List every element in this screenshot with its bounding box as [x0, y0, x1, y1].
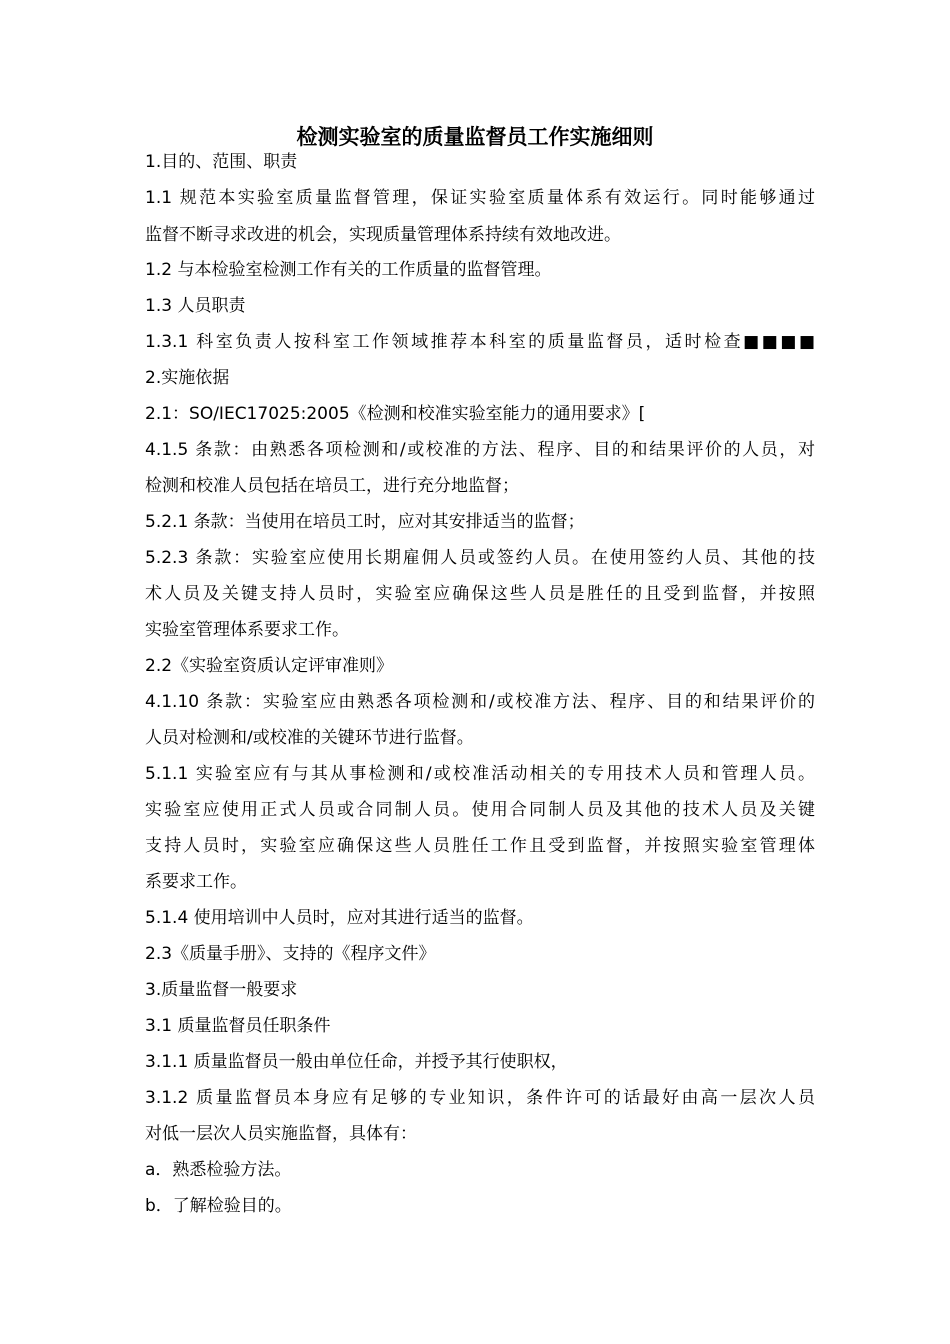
body-line: 5.1.1 实验室应有与其从事检测和/或校准活动相关的专用技术人员和管理人员。	[145, 764, 815, 784]
body-line: 3.1.1 质量监督员一般由单位任命，并授予其行使职权，	[145, 1052, 568, 1072]
body-line: 支持人员时，实验室应确保这些人员胜任工作且受到监督，并按照实验室管理体	[145, 836, 815, 856]
body-line: 1.2 与本检验室检测工作有关的工作质量的监督管理。	[145, 260, 552, 280]
body-line: 3.质量监督一般要求	[145, 980, 298, 1000]
body-line: 5.2.3 条款：实验室应使用长期雇佣人员或签约人员。在使用签约人员、其他的技	[145, 548, 815, 568]
body-line: 监督不断寻求改进的机会，实现质量管理体系持续有效地改进。	[145, 225, 621, 245]
body-line: 5.1.4 使用培训中人员时，应对其进行适当的监督。	[145, 908, 534, 928]
body-line: 对低一层次人员实施监督，具体有：	[145, 1124, 417, 1144]
body-line: 3.1 质量监督员任职条件	[145, 1016, 331, 1036]
body-line: 2.1：SO/IEC17025:2005《检测和校准实验室能力的通用要求》[	[145, 404, 646, 424]
body-line: 4.1.10 条款：实验室应由熟悉各项检测和/或校准方法、程序、目的和结果评价的	[145, 692, 815, 712]
body-line: a．熟悉检验方法。	[145, 1160, 292, 1180]
body-line: 人员对检测和/或校准的关键环节进行监督。	[145, 728, 474, 748]
document-title: 检测实验室的质量监督员工作实施细则	[296, 125, 654, 149]
body-line: 1.目的、范围、职责	[145, 152, 298, 172]
body-line: 检测和校准人员包括在培员工，进行充分地监督；	[145, 476, 519, 496]
body-line: 3.1.2 质量监督员本身应有足够的专业知识，条件许可的话最好由高一层次人员	[145, 1088, 815, 1108]
body-line: 4.1.5 条款：由熟悉各项检测和/或校准的方法、程序、目的和结果评价的人员，对	[145, 440, 815, 460]
body-line: 2.实施依据	[145, 368, 230, 388]
body-line: 2.3《质量手册》、支持的《程序文件》	[145, 944, 436, 964]
body-line: 1.3.1 科室负责人按科室工作领域推荐本科室的质量监督员，适时检查■■■■	[145, 332, 815, 352]
body-line: 实验室管理体系要求工作。	[145, 620, 349, 640]
body-line: 2.2《实验室资质认定评审准则》	[145, 656, 394, 676]
body-line: 1.1 规范本实验室质量监督管理，保证实验室质量体系有效运行。同时能够通过	[145, 188, 815, 208]
body-line: 术人员及关键支持人员时，实验室应确保这些人员是胜任的且受到监督，并按照	[145, 584, 815, 604]
body-line: 实验室应使用正式人员或合同制人员。使用合同制人员及其他的技术人员及关键	[145, 800, 815, 820]
body-line: b．了解检验目的。	[145, 1196, 292, 1216]
body-line: 1.3 人员职责	[145, 296, 246, 316]
body-line: 系要求工作。	[145, 872, 247, 892]
body-line: 5.2.1 条款：当使用在培员工时，应对其安排适当的监督；	[145, 512, 585, 532]
